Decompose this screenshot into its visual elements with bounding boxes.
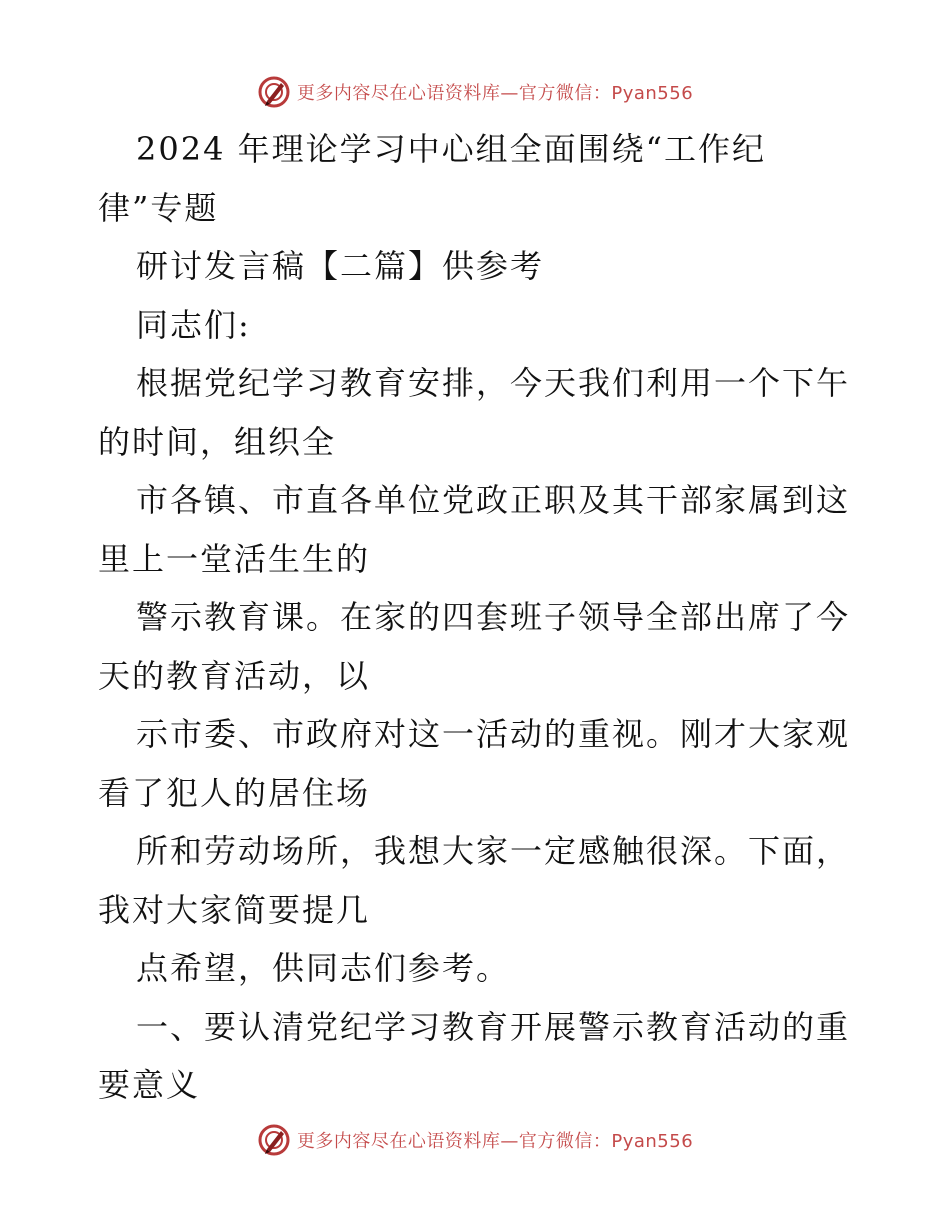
document-line: 研讨发言稿【二篇】供参考 <box>136 247 545 285</box>
document-line: 律”专题 <box>98 188 219 227</box>
document-line: 看了犯人的居住场 <box>98 773 371 812</box>
document-line: 我对大家简要提几 <box>98 890 371 929</box>
pen-logo-icon <box>257 75 291 109</box>
document-line: 示市委、市政府对这一活动的重视。刚才大家观 <box>136 715 851 753</box>
document-line: 的时间，组织全 <box>98 422 337 461</box>
pen-logo-icon <box>257 1123 291 1157</box>
header-banner <box>0 72 950 112</box>
document-line: 根据党纪学习教育安排，今天我们利用一个下午 <box>136 364 851 402</box>
document-line: 市各镇、市直各单位党政正职及其干部家属到这 <box>136 481 851 519</box>
document-line: 天的教育活动，以 <box>98 656 371 695</box>
document-line: 警示教育课。在家的四套班子领导全部出席了今 <box>136 598 851 636</box>
document-line: 里上一堂活生生的 <box>98 539 371 578</box>
document-line: 点希望，供同志们参考。 <box>136 949 511 987</box>
footer-banner <box>0 1120 950 1160</box>
document-line: 2024 年理论学习中心组全面围绕“工作纪 <box>136 130 766 168</box>
document-line: 所和劳动场所，我想大家一定感触很深。下面， <box>136 832 851 870</box>
document-line: 要意义 <box>98 1066 201 1104</box>
footer-banner-text: 更多内容尽在心语资料库—官方微信：Pyan556 <box>296 1131 694 1152</box>
document-body <box>98 120 858 1115</box>
header-banner-text: 更多内容尽在心语资料库—官方微信：Pyan556 <box>296 83 694 104</box>
document-line: 同志们: <box>136 305 251 344</box>
document-line: 一、要认清党纪学习教育开展警示教育活动的重 <box>136 1007 851 1046</box>
